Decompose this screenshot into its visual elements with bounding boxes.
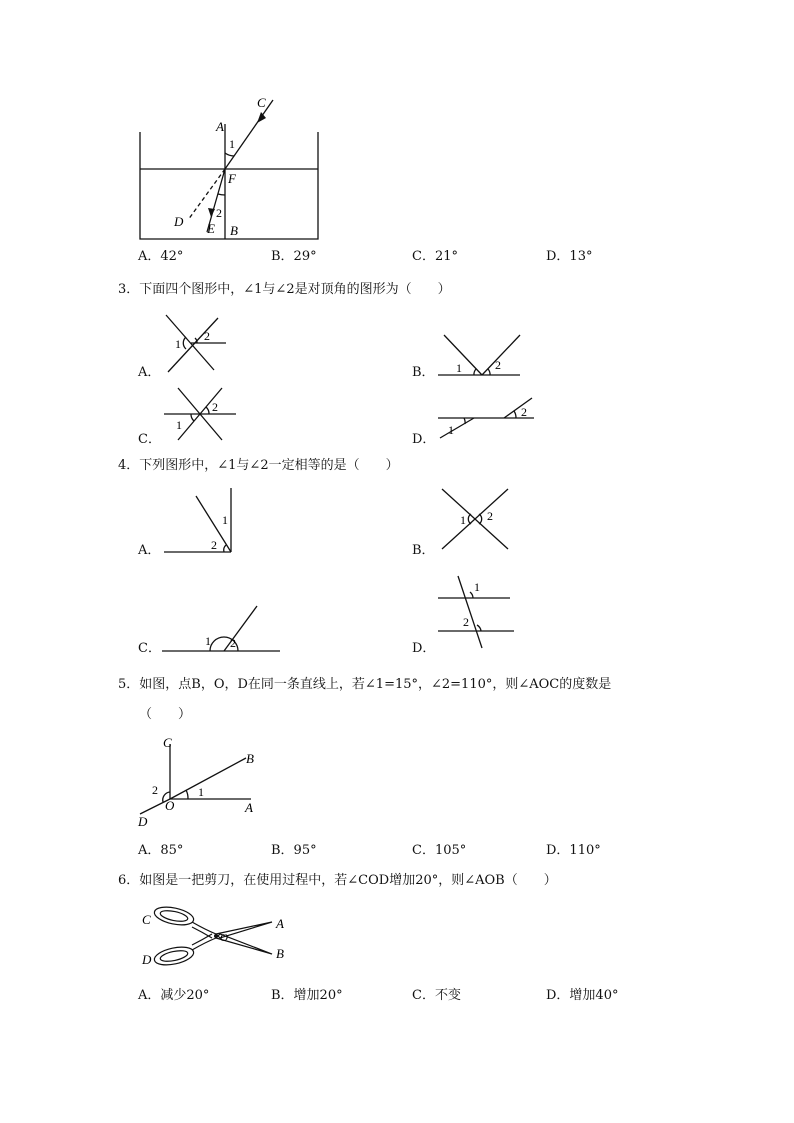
- q4a-angle-1: 1: [222, 513, 228, 527]
- q4-stem: 4．下列图形中，∠1与∠2一定相等的是（ ）: [118, 458, 399, 473]
- q5-figure: [134, 732, 264, 830]
- q5-option-a[interactable]: A．85°: [138, 843, 184, 858]
- q5-option-b[interactable]: B．95°: [271, 843, 317, 858]
- q5-stem: 5．如图，点B，O，D在同一条直线上，若∠1=15°，∠2=110°，则∠AOC的度数是: [118, 677, 612, 692]
- q3-option-c-label[interactable]: C．: [138, 432, 161, 447]
- q6-label-a: A: [276, 916, 284, 931]
- q2-label-b: B: [230, 223, 238, 238]
- q4-figure-d[interactable]: [436, 574, 516, 650]
- q6-label-b: B: [276, 946, 284, 961]
- q3-figure-d[interactable]: [436, 396, 536, 440]
- q4-figure-a[interactable]: [160, 486, 236, 556]
- q5-angle-2: 2: [152, 783, 158, 797]
- q4-option-d-label[interactable]: D．: [412, 641, 436, 656]
- q3a-angle-1: 1: [175, 337, 181, 351]
- q3-option-b-label[interactable]: B．: [412, 365, 435, 380]
- q2-option-a[interactable]: A．42°: [138, 249, 184, 264]
- q5-option-d[interactable]: D．110°: [546, 843, 601, 858]
- q4c-angle-1: 1: [205, 634, 211, 648]
- q4-option-a-label[interactable]: A．: [138, 543, 161, 558]
- q5-label-o: O: [165, 798, 175, 813]
- q2-option-d[interactable]: D．13°: [546, 249, 593, 264]
- q4-option-b-label[interactable]: B．: [412, 543, 435, 558]
- q2-label-a: A: [216, 119, 224, 134]
- q6-option-d[interactable]: D．增加40°: [546, 988, 619, 1003]
- q4a-angle-2: 2: [211, 538, 217, 552]
- q3c-angle-1: 1: [176, 418, 182, 432]
- q2-angle-2: 2: [216, 206, 222, 220]
- q3c-angle-2: 2: [212, 400, 218, 414]
- q2-angle-1: 1: [229, 137, 235, 151]
- q4-option-c-label[interactable]: C．: [138, 641, 161, 656]
- q4b-angle-2: 2: [487, 509, 493, 523]
- q6-label-c: C: [142, 912, 151, 927]
- q2-label-c: C: [257, 95, 266, 110]
- q6-scissors-figure: [136, 900, 296, 972]
- q2-option-c[interactable]: C．21°: [412, 249, 458, 264]
- q4-figure-b[interactable]: [438, 486, 512, 552]
- q5-paren: （ ）: [139, 707, 192, 722]
- q3b-angle-2: 2: [495, 358, 501, 372]
- q2-label-e: E: [207, 221, 215, 236]
- q6-label-d: D: [142, 952, 152, 967]
- q3-figure-c[interactable]: [160, 386, 238, 442]
- q6-option-b[interactable]: B．增加20°: [271, 988, 343, 1003]
- q3-option-d-label[interactable]: D．: [412, 432, 436, 447]
- q3-figure-a[interactable]: [160, 312, 230, 374]
- q5-label-d: D: [138, 814, 148, 829]
- q2-option-b[interactable]: B．29°: [271, 249, 317, 264]
- q4d-angle-2: 2: [463, 615, 469, 629]
- q4-figure-c[interactable]: [160, 602, 282, 654]
- q4d-angle-1: 1: [474, 580, 480, 594]
- q6-option-a[interactable]: A．减少20°: [138, 988, 210, 1003]
- q6-option-c[interactable]: C．不变: [412, 988, 461, 1003]
- q5-label-a: A: [245, 800, 253, 815]
- q6-label-o: O: [220, 932, 228, 944]
- q3d-angle-2: 2: [521, 405, 527, 419]
- q2-label-d: D: [174, 214, 184, 229]
- q4c-angle-2: 2: [230, 636, 236, 650]
- q2-refraction-figure: [130, 90, 330, 245]
- q6-stem: 6．如图是一把剪刀，在使用过程中，若∠COD增加20°，则∠AOB（ ）: [118, 873, 557, 888]
- q2-label-f: F: [228, 171, 236, 186]
- q3d-angle-1: 1: [448, 423, 454, 437]
- q5-label-c: C: [163, 735, 172, 750]
- q3-option-a-label[interactable]: A．: [138, 365, 161, 380]
- q4b-angle-1: 1: [460, 513, 466, 527]
- q3-stem: 3．下面四个图形中，∠1与∠2是对顶角的图形为（ ）: [118, 282, 451, 297]
- q5-angle-1: 1: [198, 785, 204, 799]
- q3a-angle-2: 2: [204, 329, 210, 343]
- q5-label-b: B: [246, 751, 254, 766]
- q5-option-c[interactable]: C．105°: [412, 843, 467, 858]
- q3-figure-b[interactable]: [436, 332, 522, 380]
- q3b-angle-1: 1: [456, 361, 462, 375]
